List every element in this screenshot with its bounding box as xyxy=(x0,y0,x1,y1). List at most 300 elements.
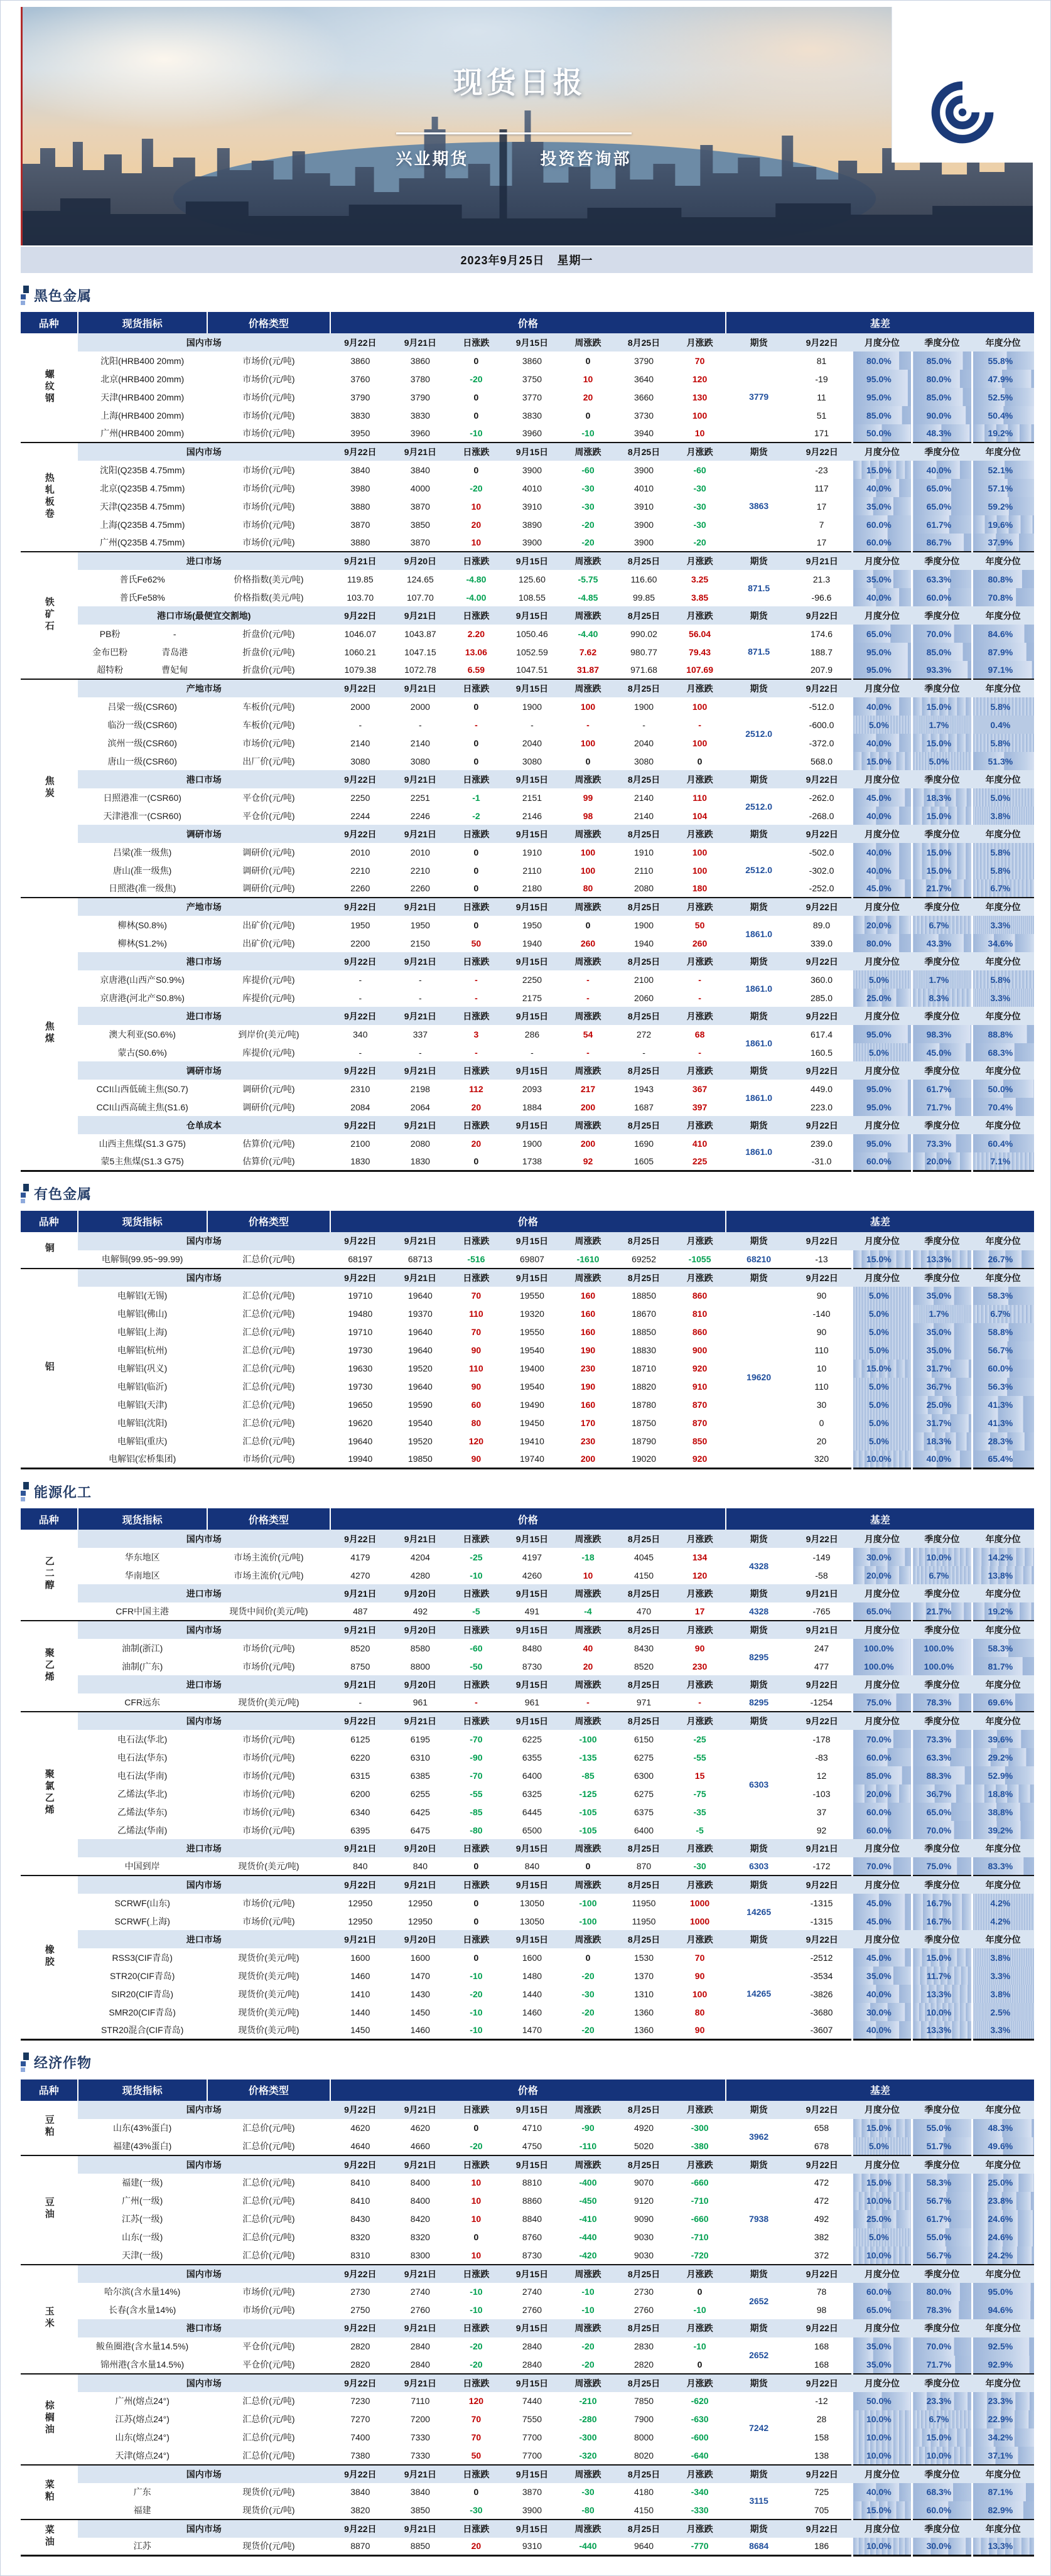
column-label: 期货 xyxy=(726,1621,792,1639)
change-value-cell: 15 xyxy=(674,1766,726,1784)
price-type-header: 价格类型 xyxy=(207,2080,330,2101)
price-type-cell: 车板价(元/吨) xyxy=(207,697,330,716)
price-type-cell: 调研价(元/吨) xyxy=(207,1080,330,1098)
price-type-cell: 出矿价(元/吨) xyxy=(207,916,330,934)
column-label: 期货 xyxy=(726,1232,792,1250)
table-row xyxy=(21,424,1034,443)
percentile-bar-cell: 34.2% xyxy=(972,2428,1034,2447)
market-subheader-row xyxy=(21,606,1034,625)
percentile-bar-cell: 3.3% xyxy=(972,989,1034,1007)
table-row xyxy=(21,370,1034,388)
percentile-bar-cell: 40.0% xyxy=(852,861,912,879)
column-label: 9月22日 xyxy=(330,1061,391,1080)
change-value-cell: 90 xyxy=(450,1451,502,1469)
table-row xyxy=(21,661,1034,679)
column-label: 月涨跌 xyxy=(674,2520,726,2538)
change-value-cell: 100 xyxy=(562,843,614,861)
variety-cell xyxy=(21,1530,78,1621)
percentile-bar-cell: 100.0% xyxy=(852,1657,912,1675)
market-subheader-row xyxy=(21,1584,1034,1602)
column-label: 8月25日 xyxy=(614,2374,674,2392)
percentile-bar-cell: 31.7% xyxy=(912,1414,973,1432)
table-row xyxy=(21,1250,1034,1269)
price-value-cell: 2198 xyxy=(391,1080,451,1098)
basis-value-cell: 30 xyxy=(792,1396,852,1414)
price-value-cell: 470 xyxy=(614,1602,674,1621)
percentile-bar-cell: 13.3% xyxy=(912,1250,973,1269)
futures-price-cell: 7242 xyxy=(726,2392,792,2465)
table-row xyxy=(21,2483,1034,2501)
percentile-bar-cell: 1.7% xyxy=(912,716,973,734)
section-能源化工 xyxy=(21,1481,1033,2041)
change-value-cell: 56.04 xyxy=(674,625,726,643)
change-value-cell: -90 xyxy=(450,1748,502,1766)
price-type-cell: 市场价(元/吨) xyxy=(207,534,330,552)
percentile-bar-cell: 5.8% xyxy=(972,843,1034,861)
price-header: 价格 xyxy=(330,312,726,333)
basis-value-cell: -12 xyxy=(792,2392,852,2410)
column-label: 季度分位 xyxy=(912,770,973,788)
percentile-bar-cell: 48.3% xyxy=(972,2119,1034,2137)
basis-value-cell: 477 xyxy=(792,1657,852,1675)
price-value-cell: 6425 xyxy=(391,1803,451,1821)
swirl-logo-icon xyxy=(930,80,995,145)
percentile-bar-cell: 95.0% xyxy=(972,2283,1034,2301)
indicator-cell xyxy=(78,661,207,679)
change-value-cell: 100 xyxy=(674,1985,726,2003)
price-value-cell: 3900 xyxy=(502,2501,563,2520)
column-label: 季度分位 xyxy=(912,679,973,697)
variety-cell xyxy=(21,443,78,552)
basis-value-cell: 168 xyxy=(792,2337,852,2356)
percentile-bar-cell: 5.0% xyxy=(852,1396,912,1414)
percentile-bar-cell: 52.9% xyxy=(972,1766,1034,1784)
futures-price-cell: 2512.0 xyxy=(726,697,792,770)
indicator-part: 金布巴粉 xyxy=(92,647,128,657)
percentile-bar-cell: 41.3% xyxy=(972,1396,1034,1414)
indicator-cell: 滨州一级(CSR60) xyxy=(78,734,207,752)
change-value-cell: -10 xyxy=(562,2301,614,2319)
percentile-bar-cell: 95.0% xyxy=(852,1134,912,1152)
change-value-cell: -720 xyxy=(674,2246,726,2265)
price-value-cell: 1430 xyxy=(391,1985,451,2003)
price-value-cell: 6500 xyxy=(502,1821,563,1839)
column-label: 月度分位 xyxy=(852,2155,912,2174)
price-value-cell: 9090 xyxy=(614,2210,674,2228)
change-value-cell: 910 xyxy=(674,1378,726,1396)
column-label: 8月25日 xyxy=(614,1930,674,1948)
column-label: 年度分位 xyxy=(972,1061,1034,1080)
column-label: 8月25日 xyxy=(614,770,674,788)
price-value-cell: 2250 xyxy=(330,788,391,807)
percentile-bar-cell: 3.3% xyxy=(972,916,1034,934)
column-label: 9月15日 xyxy=(502,679,563,697)
change-value-cell: 100 xyxy=(674,697,726,716)
price-value-cell: 8430 xyxy=(614,1639,674,1657)
change-value-cell: -10 xyxy=(450,2003,502,2021)
percentile-bar-cell: 45.0% xyxy=(912,1043,973,1061)
percentile-bar-cell: 5.8% xyxy=(972,970,1034,989)
market-label: 国内市场 xyxy=(78,1621,330,1639)
indicator-cell: 天津(Q235B 4.75mm) xyxy=(78,497,207,515)
price-type-cell: 汇总价(元/吨) xyxy=(207,1323,330,1341)
price-type-cell: 汇总价(元/吨) xyxy=(207,2410,330,2428)
price-value-cell: 2110 xyxy=(614,861,674,879)
table-row xyxy=(21,1967,1034,1985)
basis-value-cell: -19 xyxy=(792,370,852,388)
change-value-cell: 120 xyxy=(674,1566,726,1584)
percentile-bar-cell: 90.0% xyxy=(912,406,973,424)
table-row xyxy=(21,1305,1034,1323)
price-type-cell: 市场价(元/吨) xyxy=(207,1803,330,1821)
price-type-cell: 平仓价(元/吨) xyxy=(207,2356,330,2374)
column-label: 月度分位 xyxy=(852,1269,912,1287)
column-label: 年度分位 xyxy=(972,2465,1034,2483)
change-value-cell: -320 xyxy=(562,2447,614,2465)
percentile-bar-cell: 28.3% xyxy=(972,1432,1034,1451)
report-table xyxy=(21,2080,1034,2557)
price-value-cell: 1600 xyxy=(330,1948,391,1967)
column-label: 季度分位 xyxy=(912,952,973,970)
column-label: 月度分位 xyxy=(852,2319,912,2337)
price-value-cell: - xyxy=(391,716,451,734)
percentile-bar-cell: 20.0% xyxy=(852,1566,912,1584)
futures-price-cell: 1861.0 xyxy=(726,1025,792,1061)
change-value-cell: 0 xyxy=(450,861,502,879)
basis-value-cell: 617.4 xyxy=(792,1025,852,1043)
market-subheader-row xyxy=(21,2265,1034,2283)
change-value-cell: 70 xyxy=(674,352,726,370)
percentile-bar-cell: 6.7% xyxy=(912,2410,973,2428)
price-value-cell: 971 xyxy=(614,1693,674,1712)
table-row xyxy=(21,1730,1034,1748)
percentile-bar-cell: 65.4% xyxy=(972,1451,1034,1469)
change-value-cell: -440 xyxy=(562,2538,614,2556)
variety-label: 铁矿石 xyxy=(43,596,55,633)
price-value-cell: 4750 xyxy=(502,2137,563,2155)
column-label: 季度分位 xyxy=(912,1530,973,1548)
column-label: 周涨跌 xyxy=(562,1584,614,1602)
column-label: 日涨跌 xyxy=(450,2155,502,2174)
table-row xyxy=(21,1948,1034,1967)
basis-value-cell: 12 xyxy=(792,1766,852,1784)
market-subheader-row xyxy=(21,1061,1034,1080)
column-label: 8月25日 xyxy=(614,898,674,916)
column-label: 期货 xyxy=(726,1007,792,1025)
price-value-cell: 19740 xyxy=(502,1451,563,1469)
market-subheader-row xyxy=(21,1621,1034,1639)
column-label: 月涨跌 xyxy=(674,552,726,570)
column-label: 8月25日 xyxy=(614,1839,674,1857)
percentile-bar-cell: 35.0% xyxy=(852,497,912,515)
price-value-cell: 2310 xyxy=(330,1080,391,1098)
price-value-cell: 6395 xyxy=(330,1821,391,1839)
price-value-cell: 19620 xyxy=(330,1414,391,1432)
change-value-cell: -20 xyxy=(450,2137,502,2155)
price-value-cell: 3640 xyxy=(614,370,674,388)
table-row xyxy=(21,2192,1034,2210)
market-subheader-row xyxy=(21,2374,1034,2392)
price-value-cell: 7230 xyxy=(330,2392,391,2410)
basis-value-cell: -268.0 xyxy=(792,807,852,825)
price-type-cell: 市场价(元/吨) xyxy=(207,1639,330,1657)
indicator-cell: 华东地区 xyxy=(78,1548,207,1566)
column-label: 季度分位 xyxy=(912,1621,973,1639)
percentile-bar-cell: 5.0% xyxy=(912,752,973,770)
change-value-cell: -85 xyxy=(562,1766,614,1784)
price-value-cell: 1950 xyxy=(502,916,563,934)
percentile-bar-cell: 3.3% xyxy=(972,1967,1034,1985)
price-value-cell: 1884 xyxy=(502,1098,563,1116)
column-label: 9月15日 xyxy=(502,333,563,352)
price-value-cell: - xyxy=(614,716,674,734)
indicator-cell: STR20混合(CIF青岛) xyxy=(78,2021,207,2039)
change-value-cell: -420 xyxy=(562,2246,614,2265)
table-row xyxy=(21,1432,1034,1451)
change-value-cell: 31.87 xyxy=(562,661,614,679)
price-value-cell: 4660 xyxy=(391,2137,451,2155)
percentile-bar-cell: 40.0% xyxy=(852,1985,912,2003)
column-label: 期货 xyxy=(726,2155,792,2174)
market-label: 港口市场(最便宜交割地) xyxy=(78,606,330,625)
price-value-cell: 4180 xyxy=(614,2483,674,2501)
column-label: 日涨跌 xyxy=(450,2101,502,2119)
section-header xyxy=(21,284,1033,306)
price-value-cell: 19320 xyxy=(502,1305,563,1323)
price-type-cell: 价格指数(美元/吨) xyxy=(207,570,330,588)
column-label: 9月22日 xyxy=(792,952,852,970)
column-label: 日涨跌 xyxy=(450,1584,502,1602)
price-value-cell: 6255 xyxy=(391,1784,451,1803)
basis-value-cell: 110 xyxy=(792,1341,852,1360)
variety-header: 品种 xyxy=(21,1211,78,1232)
price-value-cell: 3960 xyxy=(502,424,563,443)
indicator-cell xyxy=(78,643,207,661)
price-type-cell: 市场价(元/吨) xyxy=(207,1821,330,1839)
price-type-cell: 市场价(元/吨) xyxy=(207,515,330,534)
price-value-cell: 7850 xyxy=(614,2392,674,2410)
column-label: 9月22日 xyxy=(330,606,391,625)
price-value-cell: 3980 xyxy=(330,479,391,497)
price-value-cell: 11950 xyxy=(614,1894,674,1912)
price-type-cell: 市场价(元/吨) xyxy=(207,461,330,479)
price-value-cell: 3890 xyxy=(502,515,563,534)
change-value-cell: -10 xyxy=(674,2301,726,2319)
price-value-cell: 2250 xyxy=(502,970,563,989)
variety-cell xyxy=(21,2101,78,2155)
price-value-cell: 487 xyxy=(330,1602,391,1621)
basis-value-cell: -96.6 xyxy=(792,588,852,606)
column-label: 月度分位 xyxy=(852,2265,912,2283)
change-value-cell: 10 xyxy=(562,1566,614,1584)
basis-value-cell: -3534 xyxy=(792,1967,852,1985)
percentile-bar-cell: 70.4% xyxy=(972,1098,1034,1116)
price-value-cell: 3860 xyxy=(330,352,391,370)
column-label: 9月15日 xyxy=(502,2465,563,2483)
report-table xyxy=(21,1508,1034,2041)
column-label: 日涨跌 xyxy=(450,770,502,788)
column-label: 日涨跌 xyxy=(450,443,502,461)
percentile-bar-cell: 78.3% xyxy=(912,1693,973,1712)
price-value-cell: 19480 xyxy=(330,1305,391,1323)
price-value-cell: 2175 xyxy=(502,989,563,1007)
price-value-cell: 1900 xyxy=(502,697,563,716)
percentile-bar-cell: 5.0% xyxy=(972,788,1034,807)
price-type-header: 价格类型 xyxy=(207,1508,330,1530)
percentile-bar-cell: 15.0% xyxy=(912,697,973,716)
indicator-cell: 澳大利亚(S0.6%) xyxy=(78,1025,207,1043)
column-label: 9月21日 xyxy=(391,1530,451,1548)
price-type-cell: 车板价(元/吨) xyxy=(207,716,330,734)
percentile-bar-cell: 13.3% xyxy=(912,2021,973,2039)
price-value-cell: 1943 xyxy=(614,1080,674,1098)
indicator-cell: 电解铝(重庆) xyxy=(78,1432,207,1451)
column-label: 9月22日 xyxy=(792,2155,852,2174)
percentile-bar-cell: 30.0% xyxy=(852,1548,912,1566)
change-value-cell: - xyxy=(450,970,502,989)
price-value-cell: 19640 xyxy=(391,1323,451,1341)
price-value-cell: 18670 xyxy=(614,1305,674,1323)
variety-label: 铝 xyxy=(43,1361,55,1373)
price-type-cell: 市场价(元/吨) xyxy=(207,734,330,752)
indicator-cell: 临汾一级(CSR60) xyxy=(78,716,207,734)
change-value-cell: 0 xyxy=(450,734,502,752)
column-label: 9月15日 xyxy=(502,1232,563,1250)
price-value-cell: 6325 xyxy=(502,1784,563,1803)
column-label: 期货 xyxy=(726,1876,792,1894)
change-value-cell: -60 xyxy=(450,1639,502,1657)
price-type-cell: 调研价(元/吨) xyxy=(207,1098,330,1116)
change-value-cell: -10 xyxy=(674,2337,726,2356)
column-label: 日涨跌 xyxy=(450,1269,502,1287)
percentile-bar-cell: 61.7% xyxy=(912,1080,973,1098)
change-value-cell: -20 xyxy=(450,2356,502,2374)
price-value-cell: 3790 xyxy=(391,388,451,406)
column-label: 8月25日 xyxy=(614,2319,674,2337)
column-label: 日涨跌 xyxy=(450,1116,502,1134)
percentile-bar-cell: 24.2% xyxy=(972,2246,1034,2265)
price-value-cell: 19630 xyxy=(330,1360,391,1378)
price-value-cell: 19640 xyxy=(391,1341,451,1360)
price-value-cell: 3830 xyxy=(391,406,451,424)
column-label: 日涨跌 xyxy=(450,1839,502,1857)
change-value-cell: 850 xyxy=(674,1432,726,1451)
sections-container xyxy=(1,284,1050,2557)
change-value-cell: -5.75 xyxy=(562,570,614,588)
percentile-bar-cell: 59.2% xyxy=(972,497,1034,515)
price-value-cell: 68197 xyxy=(330,1250,391,1269)
price-value-cell: 8400 xyxy=(391,2192,451,2210)
percentile-bar-cell: 95.0% xyxy=(852,370,912,388)
price-type-cell: 现货价(美元/吨) xyxy=(207,1948,330,1967)
indicator-cell: 电解铝(上海) xyxy=(78,1323,207,1341)
price-value-cell: 68713 xyxy=(391,1250,451,1269)
percentile-bar-cell: 51.7% xyxy=(912,2137,973,2155)
column-label: 9月15日 xyxy=(502,1269,563,1287)
column-label: 9月21日 xyxy=(792,1839,852,1857)
percentile-bar-cell: 56.3% xyxy=(972,1378,1034,1396)
change-value-cell: - xyxy=(674,989,726,1007)
column-label: 季度分位 xyxy=(912,1232,973,1250)
price-value-cell: 3790 xyxy=(330,388,391,406)
percentile-bar-cell: 50.0% xyxy=(852,2392,912,2410)
table-header-row xyxy=(21,1211,1034,1232)
table-row xyxy=(21,497,1034,515)
column-label: 期货 xyxy=(726,1269,792,1287)
column-label: 月涨跌 xyxy=(674,2319,726,2337)
report-weekday: 星期一 xyxy=(557,254,593,267)
price-value-cell: 8400 xyxy=(391,2174,451,2192)
change-value-cell: 10 xyxy=(674,424,726,443)
price-value-cell: 1940 xyxy=(614,934,674,952)
price-value-cell: 337 xyxy=(391,1025,451,1043)
column-label: 年度分位 xyxy=(972,770,1034,788)
basis-value-cell: -3680 xyxy=(792,2003,852,2021)
percentile-bar-cell: 3.3% xyxy=(972,2021,1034,2039)
indicator-cell: 普氏Fe62% xyxy=(78,570,207,588)
column-label: 日涨跌 xyxy=(450,1876,502,1894)
futures-price-cell: 3779 xyxy=(726,352,792,443)
change-value-cell: -1055 xyxy=(674,1250,726,1269)
basis-value-cell: -372.0 xyxy=(792,734,852,752)
price-value-cell: - xyxy=(330,970,391,989)
change-value-cell: - xyxy=(674,970,726,989)
column-label: 9月15日 xyxy=(502,1007,563,1025)
price-type-cell: 汇总价(元/吨) xyxy=(207,2447,330,2465)
price-value-cell: 6445 xyxy=(502,1803,563,1821)
price-type-cell: 估算价(元/吨) xyxy=(207,1152,330,1171)
city-skyline-image xyxy=(23,104,1033,245)
price-value-cell: 2760 xyxy=(614,2301,674,2319)
change-value-cell: -20 xyxy=(562,2337,614,2356)
change-value-cell: -10 xyxy=(450,2021,502,2039)
change-value-cell: -90 xyxy=(562,2119,614,2137)
change-value-cell: 70 xyxy=(450,1323,502,1341)
price-value-cell: 7550 xyxy=(502,2410,563,2428)
price-value-cell: 1360 xyxy=(614,2003,674,2021)
price-value-cell: 3840 xyxy=(391,2483,451,2501)
price-value-cell: 8850 xyxy=(391,2538,451,2556)
percentile-bar-cell: 60.4% xyxy=(972,1134,1034,1152)
price-value-cell: 990.02 xyxy=(614,625,674,643)
percentile-bar-cell: 45.0% xyxy=(852,879,912,898)
column-label: 9月22日 xyxy=(792,333,852,352)
price-value-cell: 3830 xyxy=(330,406,391,424)
change-value-cell: -10 xyxy=(450,2301,502,2319)
column-label: 9月22日 xyxy=(330,1007,391,1025)
column-label: 周涨跌 xyxy=(562,333,614,352)
price-value-cell: 9640 xyxy=(614,2538,674,2556)
variety-label: 铜 xyxy=(43,1243,55,1255)
percentile-bar-cell: 58.8% xyxy=(972,1323,1034,1341)
column-label: 周涨跌 xyxy=(562,2155,614,2174)
percentile-bar-cell: 35.0% xyxy=(852,2356,912,2374)
market-label: 进口市场 xyxy=(78,1839,330,1857)
price-value-cell: 2740 xyxy=(502,2283,563,2301)
column-label: 9月21日 xyxy=(391,1712,451,1730)
change-value-cell: -110 xyxy=(562,2137,614,2155)
percentile-bar-cell: 98.3% xyxy=(912,1025,973,1043)
change-value-cell: -20 xyxy=(562,1967,614,1985)
change-value-cell: -10 xyxy=(562,424,614,443)
futures-price-cell: 14265 xyxy=(726,1894,792,1930)
percentile-bar-cell: 5.0% xyxy=(852,1432,912,1451)
column-label: 年度分位 xyxy=(972,679,1034,697)
price-type-cell: 调研价(元/吨) xyxy=(207,861,330,879)
percentile-bar-cell: 6.7% xyxy=(912,916,973,934)
change-value-cell: 0 xyxy=(674,752,726,770)
basis-value-cell: 339.0 xyxy=(792,934,852,952)
